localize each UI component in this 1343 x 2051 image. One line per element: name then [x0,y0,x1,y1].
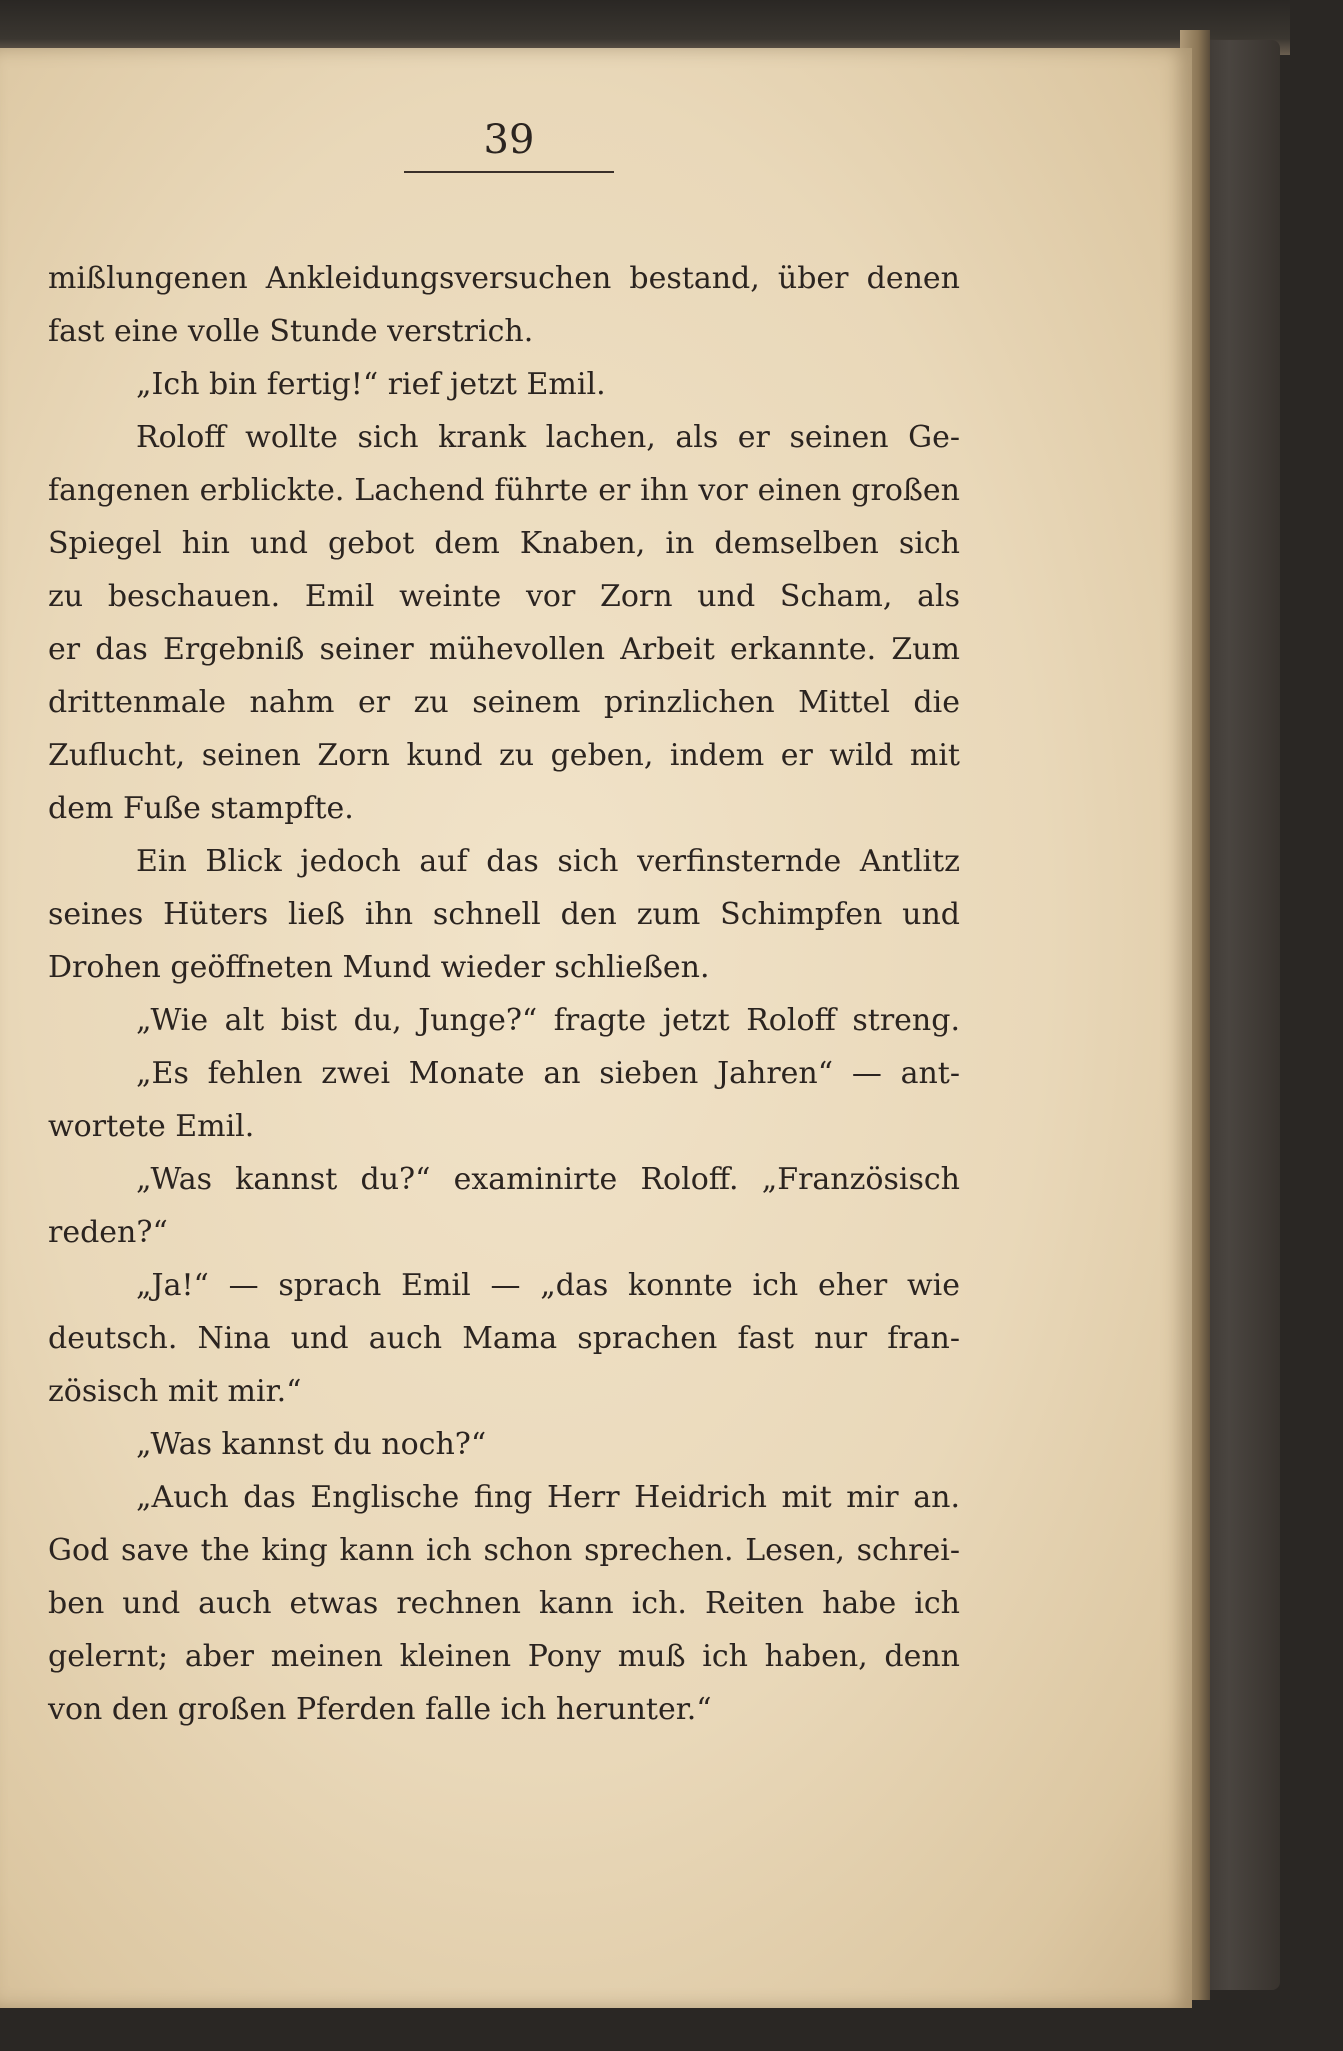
text-line: dem Fuße stampfte. [48,791,354,826]
text-line: ben und auch etwas rechnen kann ich. Reiten habe ich [48,1586,960,1621]
text-line: Spiegel hin und gebot dem Knaben, in demselben sich [48,526,960,561]
text-line: mißlungenen Ankleidungsversuchen bestand, über denen [48,261,960,296]
book-top-edge [0,0,1290,55]
text-line: Ein Blick jedoch auf das sich verfinsternde Antlitz [136,844,960,879]
text-line: reden?“ [48,1215,168,1250]
text-line: seines Hüters ließ ihn schnell den zum Schimpfen und [48,897,960,932]
text-line: „Auch das Englische fing Herr Heidrich mit mir an. [136,1480,960,1515]
text-line: gelernt; aber meinen kleinen Pony muß ich haben, denn [48,1639,960,1674]
text-line: „Es fehlen zwei Monate an sieben Jahren“ — ant- [136,1056,960,1091]
text-line: God save the king kann ich schon sprechen. Lesen, schrei- [48,1533,960,1568]
text-line: wortete Emil. [48,1109,255,1144]
text-line: „Wie alt bist du, Junge?“ fragte jetzt Roloff streng. [136,1003,960,1038]
text-line: „Ich bin fertig!“ rief jetzt Emil. [136,367,606,402]
text-line: zu beschauen. Emil weinte vor Zorn und Scham, als [48,579,960,614]
text-line: zösisch mit mir.“ [48,1374,302,1409]
text-line: deutsch. Nina und auch Mama sprachen fast nur fran- [48,1321,960,1356]
text-line: „Was kannst du noch?“ [136,1427,487,1462]
text-line: fast eine volle Stunde verstrich. [48,314,534,349]
text-line: Zuflucht, seinen Zorn kund zu geben, indem er wild mit [48,738,960,773]
text-line: von den großen Pferden falle ich herunter.“ [48,1692,712,1727]
text-line: drittenmale nahm er zu seinem prinzlichen Mittel die [48,685,960,720]
text-line: „Was kannst du?“ examinirte Roloff. „Französisch [136,1162,960,1197]
text-line: Roloff wollte sich krank lachen, als er seinen Ge- [136,420,960,455]
body-text [48,252,960,1736]
text-line: fangenen erblickte. Lachend führte er ihn vor einen großen [48,473,960,508]
text-line: Drohen geöffneten Mund wieder schließen. [48,950,710,985]
text-line: er das Ergebniß seiner mühevollen Arbeit erkannte. Zum [48,632,960,667]
page-number: 39 [483,117,535,163]
text-line: „Ja!“ — sprach Emil — „das konnte ich eher wie [136,1268,960,1303]
header-rule [404,171,614,173]
